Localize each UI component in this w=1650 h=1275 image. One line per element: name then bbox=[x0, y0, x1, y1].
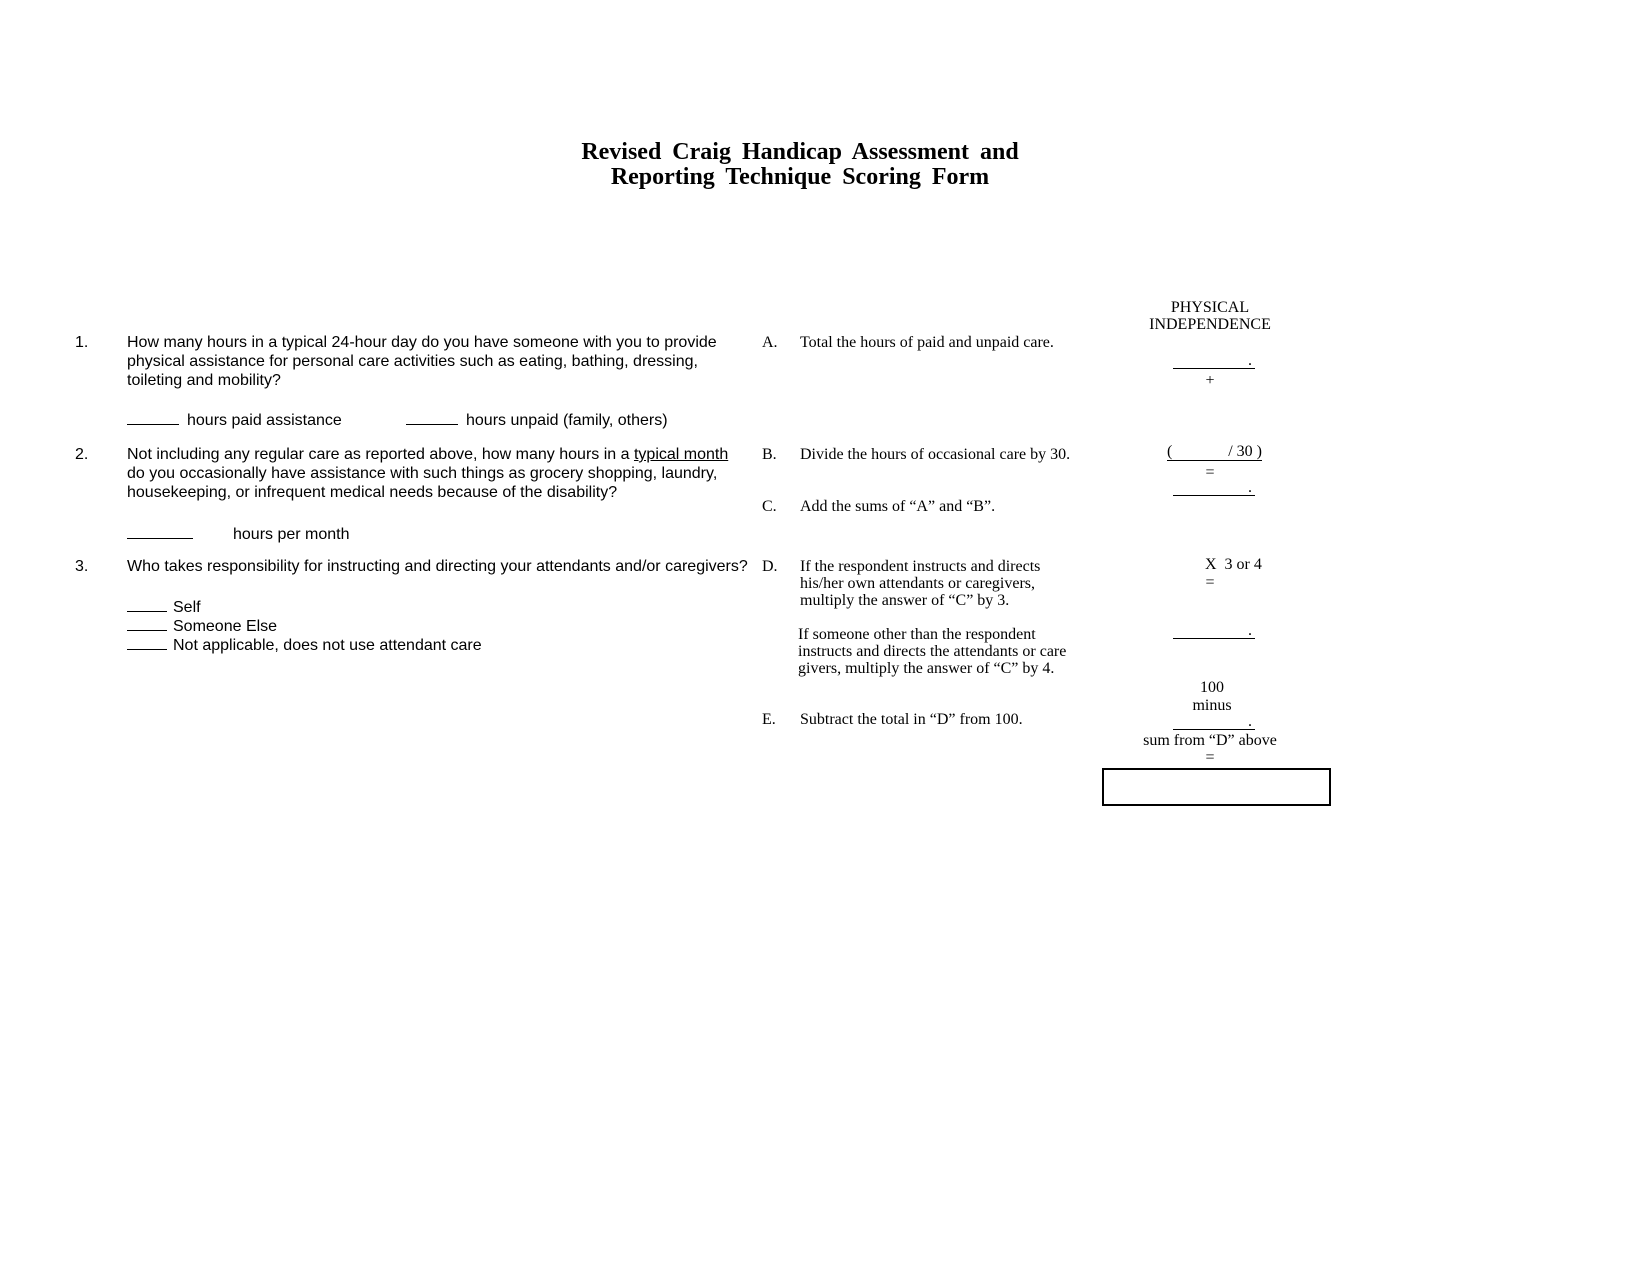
equals-sign-e: = bbox=[1205, 749, 1215, 766]
step-d-text: If the respondent instructs and directs his/her own attendants or caregivers, multiply the answer of “C” by 3. bbox=[800, 558, 1041, 609]
question-1-text: How many hours in a typical 24-hour day do you have someone with you to provide physical assistance for personal care activities such as eating, bathing, dressing, toileting and mobility? bbox=[127, 334, 717, 389]
step-a-letter: A. bbox=[762, 334, 778, 351]
minus-label: minus bbox=[1192, 697, 1232, 714]
step-b-text: Divide the hours of occasional care by 30. bbox=[800, 446, 1071, 463]
step-c-result-line[interactable] bbox=[1173, 495, 1255, 496]
step-a-period: . bbox=[1248, 352, 1252, 369]
unpaid-hours-blank[interactable] bbox=[406, 408, 458, 425]
option-not-applicable bbox=[127, 633, 482, 655]
option-someone-else-label: Someone Else bbox=[173, 618, 278, 635]
step-a-text: Total the hours of paid and unpaid care. bbox=[800, 334, 1054, 351]
unpaid-hours-label: hours unpaid (family, others) bbox=[466, 412, 668, 429]
division-open-paren: ( bbox=[1167, 443, 1173, 460]
question-2-text-before: Not including any regular care as reported above, how many hours in a bbox=[127, 446, 630, 463]
option-self-blank[interactable] bbox=[127, 595, 167, 612]
question-2-answer bbox=[127, 522, 350, 544]
step-d-period: . bbox=[1248, 622, 1252, 639]
page-title-line-1: Revised Craig Handicap Assessment and bbox=[581, 139, 1019, 165]
question-3-number: 3. bbox=[75, 558, 89, 575]
option-not-applicable-blank[interactable] bbox=[127, 633, 167, 650]
question-1-paid-answer bbox=[127, 408, 342, 430]
option-someone-else-blank[interactable] bbox=[127, 614, 167, 631]
plus-sign: + bbox=[1205, 372, 1215, 389]
step-c-text: Add the sums of “A” and “B”. bbox=[800, 498, 996, 515]
hours-per-month-blank[interactable] bbox=[127, 522, 193, 539]
question-2-text-after: do you occasionally have assistance with such things as grocery shopping, laundry, housekeeping, or infrequent medical needs because of the disability? bbox=[127, 465, 718, 501]
step-d-letter: D. bbox=[762, 558, 778, 575]
paid-hours-blank[interactable] bbox=[127, 408, 179, 425]
step-b-division[interactable] bbox=[1167, 443, 1262, 461]
column-header-line-2: INDEPENDENCE bbox=[1149, 316, 1271, 333]
question-2-number: 2. bbox=[75, 446, 89, 463]
question-1-number: 1. bbox=[75, 334, 89, 351]
step-e-text: Subtract the total in “D” from 100. bbox=[800, 711, 1023, 728]
physical-independence-score-box[interactable] bbox=[1102, 768, 1331, 806]
step-c-period: . bbox=[1248, 479, 1252, 496]
paid-hours-label: hours paid assistance bbox=[187, 412, 342, 429]
option-self-label: Self bbox=[173, 599, 201, 616]
page-title-line-2: Reporting Technique Scoring Form bbox=[610, 164, 990, 190]
equals-sign-d: = bbox=[1205, 574, 1215, 591]
equals-sign-b: = bbox=[1205, 464, 1215, 481]
typical-month-emphasis: typical month bbox=[633, 446, 729, 463]
step-e-letter: E. bbox=[762, 711, 776, 728]
step-d-alternate-text: If someone other than the respondent instructs and directs the attendants or care givers, multiply the answer of “C” by 4. bbox=[798, 626, 1067, 677]
sum-from-d-label: sum from “D” above bbox=[1143, 732, 1277, 749]
step-e-period: . bbox=[1248, 713, 1252, 730]
division-by-thirty-label: / 30 ) bbox=[1228, 443, 1262, 460]
hundred-value: 100 bbox=[1200, 679, 1224, 696]
multiplier-label: X 3 or 4 bbox=[1205, 556, 1262, 573]
question-1-unpaid-answer bbox=[406, 408, 668, 430]
option-not-applicable-label: Not applicable, does not use attendant care bbox=[173, 637, 482, 654]
step-b-letter: B. bbox=[762, 446, 777, 463]
step-a-result-line[interactable] bbox=[1173, 368, 1255, 369]
question-2-text bbox=[127, 445, 747, 502]
column-header-line-1: PHYSICAL bbox=[1170, 299, 1250, 316]
step-e-subtrahend-line[interactable] bbox=[1173, 729, 1255, 730]
hours-per-month-label: hours per month bbox=[233, 526, 350, 543]
step-c-letter: C. bbox=[762, 498, 777, 515]
step-d-result-line[interactable] bbox=[1173, 638, 1255, 639]
question-3-text: Who takes responsibility for instructing and directing your attendants and/or caregivers? bbox=[127, 558, 748, 575]
